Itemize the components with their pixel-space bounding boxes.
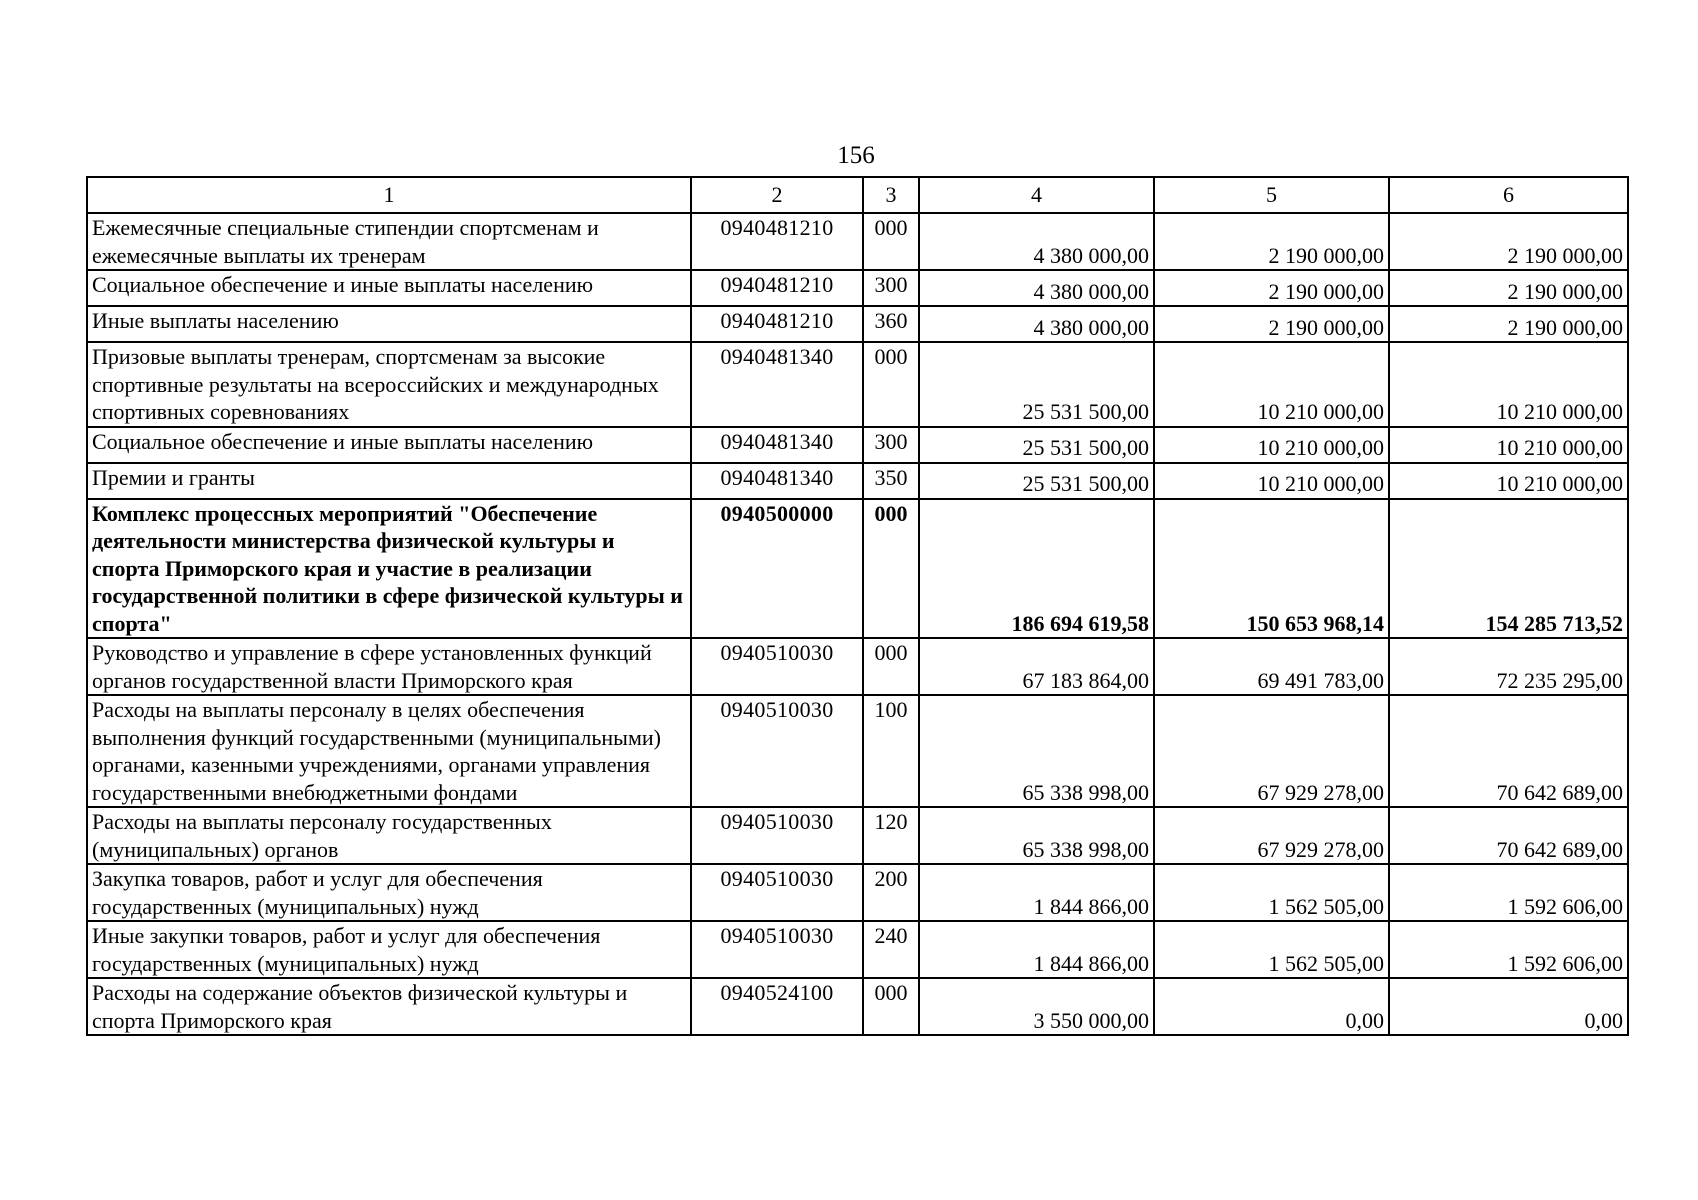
- table-row: [87, 427, 1628, 463]
- row-amount-4-cell: 4 380 000,00: [919, 270, 1154, 306]
- row-amount-5-cell: 1 562 505,00: [1154, 864, 1389, 921]
- row-kind-cell: 000: [863, 978, 919, 1035]
- row-amount-5-cell: 1 562 505,00: [1154, 921, 1389, 978]
- row-amount-4-cell: 65 338 998,00: [919, 807, 1154, 864]
- row-amount-4-cell: 186 694 619,58: [919, 499, 1154, 639]
- row-amount-4-cell: 3 550 000,00: [919, 978, 1154, 1035]
- column-header-row: [87, 177, 1628, 213]
- row-kind-cell: 000: [863, 342, 919, 427]
- row-amount-6-cell: 10 210 000,00: [1389, 427, 1628, 463]
- row-name-cell: Комплекс процессных мероприятий "Обеспечение деятельности министерства физической культуры и спорта Приморского края и участие в реализации государственной политики в сфере физической культуры и спорта": [87, 499, 691, 639]
- row-amount-4-cell: 1 844 866,00: [919, 921, 1154, 978]
- row-name-cell: Расходы на выплаты персоналу государственных (муниципальных) органов: [87, 807, 691, 864]
- column-header-3: 3: [863, 177, 919, 213]
- column-header-5: 5: [1154, 177, 1389, 213]
- row-amount-5-cell: 150 653 968,14: [1154, 499, 1389, 639]
- row-code-cell: 0940510030: [691, 921, 863, 978]
- column-header-4: 4: [919, 177, 1154, 213]
- table-row: [87, 978, 1628, 1035]
- row-kind-cell: 300: [863, 427, 919, 463]
- row-amount-4-cell: 67 183 864,00: [919, 638, 1154, 695]
- row-amount-5-cell: 10 210 000,00: [1154, 342, 1389, 427]
- table-row: [87, 864, 1628, 921]
- row-amount-4-cell: 25 531 500,00: [919, 427, 1154, 463]
- row-kind-cell: 240: [863, 921, 919, 978]
- row-name-cell: Расходы на выплаты персоналу в целях обеспечения выполнения функций государственными (муниципальными) органами, казенными учреждениями, органами управления государственными внебюджетными фондами: [87, 695, 691, 807]
- row-amount-6-cell: 72 235 295,00: [1389, 638, 1628, 695]
- table-row: [87, 921, 1628, 978]
- row-kind-cell: 350: [863, 463, 919, 499]
- row-name-cell: Призовые выплаты тренерам, спортсменам за высокие спортивные результаты на всероссийских и международных спортивных соревнованиях: [87, 342, 691, 427]
- row-code-cell: 0940510030: [691, 695, 863, 807]
- row-amount-4-cell: 25 531 500,00: [919, 463, 1154, 499]
- row-name-cell: Закупка товаров, работ и услуг для обеспечения государственных (муниципальных) нужд: [87, 864, 691, 921]
- page-number: 156: [837, 142, 875, 169]
- row-amount-5-cell: 67 929 278,00: [1154, 807, 1389, 864]
- table-row: [87, 270, 1628, 306]
- row-amount-4-cell: 4 380 000,00: [919, 306, 1154, 342]
- row-code-cell: 0940524100: [691, 978, 863, 1035]
- row-name-cell: Социальное обеспечение и иные выплаты населению: [87, 427, 691, 463]
- row-code-cell: 0940500000: [691, 499, 863, 639]
- row-name-cell: Расходы на содержание объектов физической культуры и спорта Приморского края: [87, 978, 691, 1035]
- row-amount-6-cell: 2 190 000,00: [1389, 213, 1628, 270]
- row-amount-4-cell: 1 844 866,00: [919, 864, 1154, 921]
- table-row: [87, 695, 1628, 807]
- row-amount-6-cell: 2 190 000,00: [1389, 306, 1628, 342]
- row-kind-cell: 000: [863, 213, 919, 270]
- row-name-cell: Иные выплаты населению: [87, 306, 691, 342]
- row-name-cell: Руководство и управление в сфере установленных функций органов государственной власти Приморского края: [87, 638, 691, 695]
- table-row: [87, 306, 1628, 342]
- row-amount-6-cell: 1 592 606,00: [1389, 864, 1628, 921]
- row-code-cell: 0940481340: [691, 427, 863, 463]
- row-amount-6-cell: 1 592 606,00: [1389, 921, 1628, 978]
- row-kind-cell: 300: [863, 270, 919, 306]
- table-row: [87, 638, 1628, 695]
- row-amount-5-cell: 2 190 000,00: [1154, 213, 1389, 270]
- column-header-6: 6: [1389, 177, 1628, 213]
- row-amount-5-cell: 0,00: [1154, 978, 1389, 1035]
- table-row: [87, 342, 1628, 427]
- row-amount-6-cell: 0,00: [1389, 978, 1628, 1035]
- row-code-cell: 0940510030: [691, 807, 863, 864]
- budget-table: [86, 176, 1629, 1036]
- row-kind-cell: 200: [863, 864, 919, 921]
- row-code-cell: 0940481340: [691, 342, 863, 427]
- column-header-2: 2: [691, 177, 863, 213]
- table-row: [87, 807, 1628, 864]
- row-amount-6-cell: 70 642 689,00: [1389, 807, 1628, 864]
- row-amount-4-cell: 65 338 998,00: [919, 695, 1154, 807]
- row-name-cell: Иные закупки товаров, работ и услуг для обеспечения государственных (муниципальных) нужд: [87, 921, 691, 978]
- row-amount-4-cell: 25 531 500,00: [919, 342, 1154, 427]
- table-row: [87, 499, 1628, 639]
- row-code-cell: 0940481210: [691, 270, 863, 306]
- row-amount-5-cell: 69 491 783,00: [1154, 638, 1389, 695]
- row-amount-6-cell: 2 190 000,00: [1389, 270, 1628, 306]
- row-name-cell: Ежемесячные специальные стипендии спортсменам и ежемесячные выплаты их тренерам: [87, 213, 691, 270]
- row-code-cell: 0940510030: [691, 638, 863, 695]
- row-kind-cell: 000: [863, 638, 919, 695]
- row-amount-5-cell: 67 929 278,00: [1154, 695, 1389, 807]
- row-code-cell: 0940510030: [691, 864, 863, 921]
- row-amount-4-cell: 4 380 000,00: [919, 213, 1154, 270]
- row-name-cell: Премии и гранты: [87, 463, 691, 499]
- row-amount-6-cell: 70 642 689,00: [1389, 695, 1628, 807]
- table-row: [87, 213, 1628, 270]
- row-amount-5-cell: 2 190 000,00: [1154, 306, 1389, 342]
- row-code-cell: 0940481340: [691, 463, 863, 499]
- row-amount-5-cell: 2 190 000,00: [1154, 270, 1389, 306]
- row-amount-6-cell: 154 285 713,52: [1389, 499, 1628, 639]
- row-kind-cell: 360: [863, 306, 919, 342]
- row-code-cell: 0940481210: [691, 306, 863, 342]
- table-row: [87, 463, 1628, 499]
- row-amount-5-cell: 10 210 000,00: [1154, 463, 1389, 499]
- row-amount-5-cell: 10 210 000,00: [1154, 427, 1389, 463]
- row-amount-6-cell: 10 210 000,00: [1389, 463, 1628, 499]
- row-name-cell: Социальное обеспечение и иные выплаты населению: [87, 270, 691, 306]
- row-kind-cell: 000: [863, 499, 919, 639]
- row-kind-cell: 100: [863, 695, 919, 807]
- column-header-1: 1: [87, 177, 691, 213]
- row-kind-cell: 120: [863, 807, 919, 864]
- row-code-cell: 0940481210: [691, 213, 863, 270]
- row-amount-6-cell: 10 210 000,00: [1389, 342, 1628, 427]
